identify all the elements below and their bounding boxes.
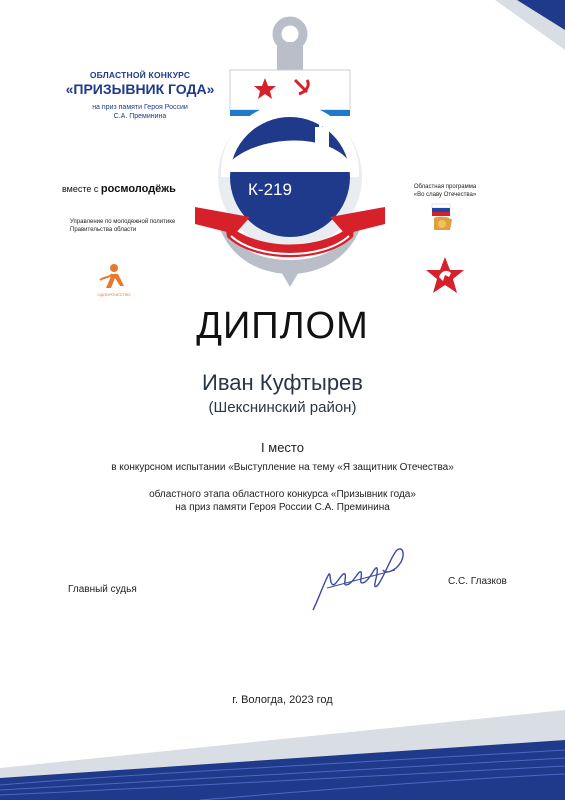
program-line1: Областная программа (413, 184, 477, 190)
youth-dept-line2: Правительства области (70, 227, 137, 233)
corner-decoration-top-right (495, 0, 565, 50)
judge-name: С.С. Глазков (448, 576, 507, 587)
flag-medal-icon (428, 202, 456, 232)
contest-label: ОБЛАСТНОЙ КОНКУРС (89, 70, 191, 80)
judge-title: Главный судья (68, 584, 137, 595)
contest-subtitle-line1: на приз памяти Героя России (92, 104, 188, 111)
city-year: г. Вологда, 2023 год (232, 694, 333, 706)
diploma-title: ДИПЛОМ (196, 305, 369, 347)
rosmol-brand: росмолодёжь (100, 183, 176, 195)
contest-stage-line1: областного этапа областного конкурса «Призывник года» (149, 489, 416, 500)
award-place: I место (261, 440, 304, 455)
recipient-name: Иван Куфтырев (202, 370, 363, 395)
contest-stage-line2: на приз памяти Героя России С.А. Преминина (175, 502, 390, 513)
rosmolodezh-logo (62, 183, 176, 195)
left-logo-caption: ОДОБРОЧЕСТВО (97, 292, 131, 297)
youth-department (70, 218, 175, 234)
contest-subtitle-line2: С.А. Преминина (113, 113, 167, 120)
contest-stage-description (0, 488, 565, 514)
submarine-label: К-219 (248, 180, 292, 199)
program-label (405, 183, 485, 199)
k219-anchor-emblem (195, 12, 385, 287)
yunarmia-star-icon (425, 255, 465, 295)
award-description: в конкурсном испытании «Выступление на тему «Я защитник Отечества» (111, 462, 454, 473)
contest-name: «ПРИЗЫВНИК ГОДА» (65, 81, 215, 97)
dobrovolchestvo-logo-icon (96, 258, 132, 298)
rosmol-prefix: вместе с (62, 184, 99, 194)
bottom-wave-decoration (0, 690, 565, 800)
judge-signature (305, 540, 415, 620)
youth-dept-line1: Управление по молодежной политике (70, 219, 176, 225)
program-line2: «Во славу Отечества» (413, 192, 477, 198)
recipient-district: (Шекснинский район) (208, 399, 357, 416)
